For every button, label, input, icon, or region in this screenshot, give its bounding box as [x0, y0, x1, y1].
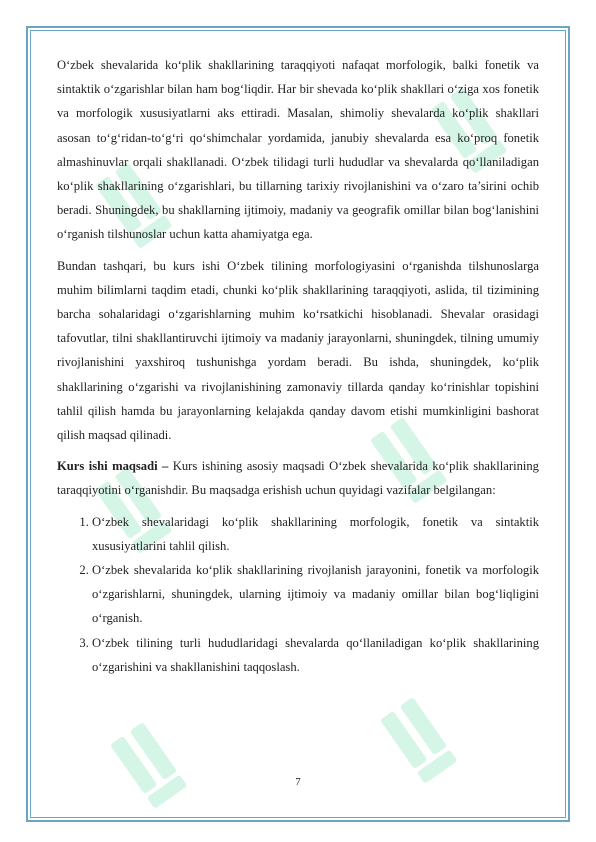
- document-body: [57, 53, 539, 679]
- paragraph-1: O‘zbek shevalarida ko‘plik shakllarining taraqqiyoti nafaqat morfologik, balki fonetik va sintaktik o‘zgarishlar bilan ham bog‘liqdir. Har bir shevada ko‘plik shakllari o‘ziga xos fonetik va morfologik xususiyatlarni aks ettiradi. Masalan, shimoliy shevalarda ko‘plik shakllari asosan to‘g‘ridan-to‘g‘ri qo‘shimchalar yordamida, janubiy shevalarda esa ko‘proq fonetik almashinuvlar orqali shakllanadi. O‘zbek tilidagi turli hududlar va shevalarda qo‘llaniladigan ko‘plik shakllarining o‘zgarishlari, bu tillarning tarixiy rivojlanishini va o‘zaro ta’sirini ochib beradi. Shuningdek, bu shakllarning ijtimoiy, madaniy va geografik omillar bilan bog‘lanishini o‘rganish tilshunoslar uchun katta ahamiyatga ega.: [57, 58, 539, 242]
- page-number: 7: [295, 776, 301, 788]
- task-item-3: 3. O‘zbek tilining turli hududlaridagi shevalarda qo‘llaniladigan ko‘plik shakllarining o‘zgarishini va shakllanishini taqqoslash.: [92, 631, 539, 679]
- goal-heading: Kurs ishi maqsadi –: [57, 459, 169, 474]
- task-item-1: 1. O‘zbek shevalaridagi ko‘plik shakllarining morfologik, fonetik va sintaktik xususiyatlarini tahlil qilish.: [92, 510, 539, 558]
- task-item-2: 2. O‘zbek shevalarida ko‘plik shakllarining rivojlanish jarayonini, fonetik va morfologik o‘zgarishlarni, shuningdek, ularning ijtimoiy va madaniy omillar bilan bog‘liqligini o‘rganish.: [92, 558, 539, 631]
- goal-paragraph: [57, 454, 539, 502]
- paragraph-2: Bundan tashqari, bu kurs ishi O‘zbek tilining morfologiyasini o‘rganishda tilshunoslarga muhim bilimlarni taqdim etadi, chunki ko‘plik shakllarining taraqqiyoti, aslida, til tizimining barcha sohalaridagi o‘zgarishlarning muhim ko‘rsatkichi hisoblanadi. Shevalar orasidagi tafovutlar, tilni shakllantiruvchi ijtimoiy va madaniy jarayonlarni, shuningdek, tilning umumiy rivojlanishini yaxshiroq tushunishga yordam beradi. Bu ishda, shuningdek, ko‘plik shakllarining o‘zgarishi va rivojlanishining zamonaviy tillarda qanday ko‘rinishlar topishini tahlil qilish hamda bu jarayonlarning kelajakda qanday davom etishi mumkinligini bashorat qilish maqsad qilinadi.: [57, 258, 539, 443]
- goal-text: Kurs ishining asosiy maqsadi O‘zbek shevalarida ko‘plik shakllarining taraqqiyotini o‘rganishdir. Bu maqsadga erishish uchun quyidagi vazifalar belgilangan:: [57, 459, 539, 498]
- task-list: [57, 510, 539, 679]
